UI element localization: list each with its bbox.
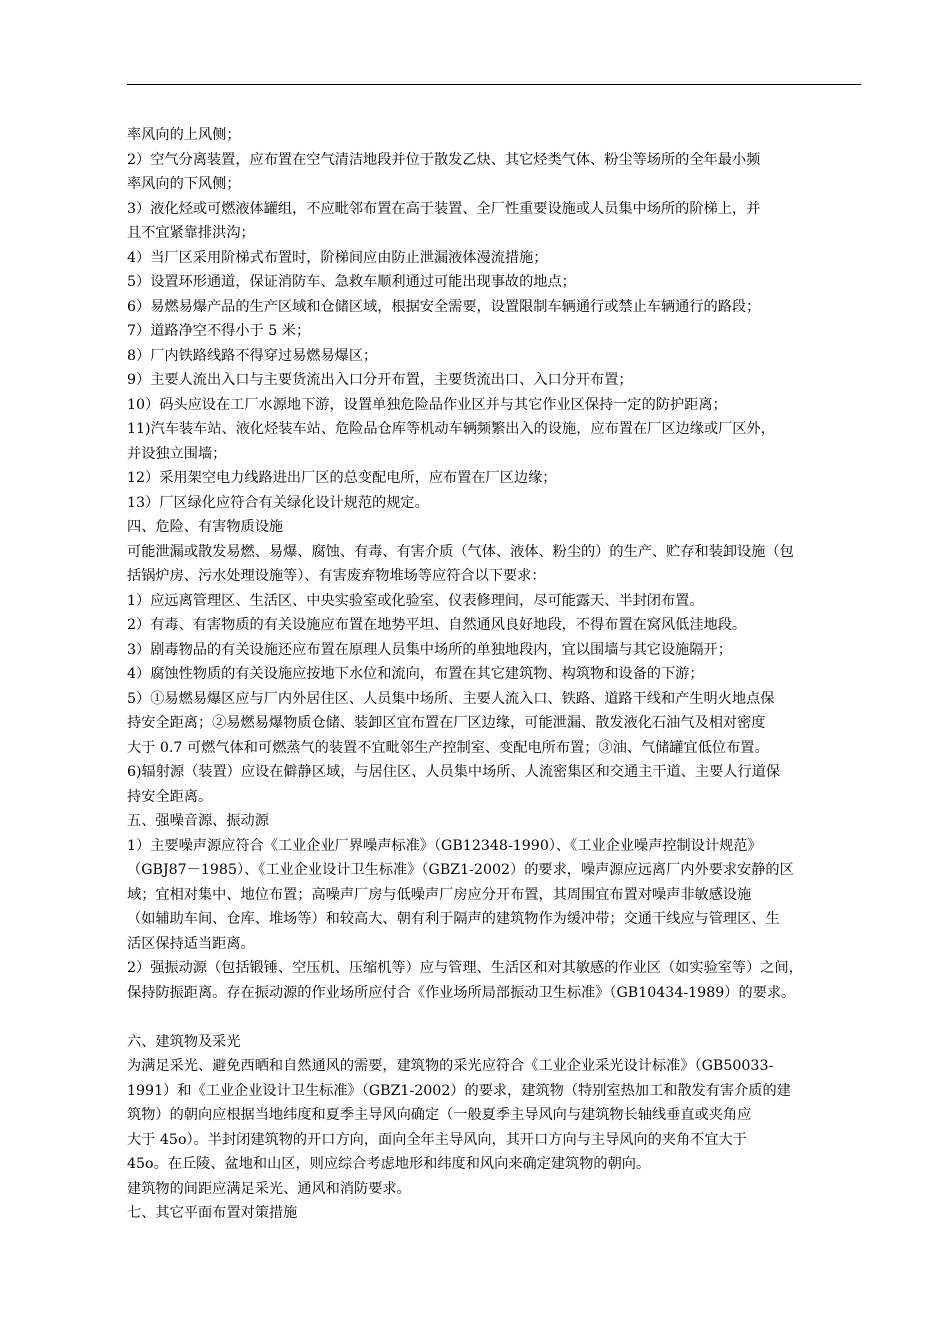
text-line: 10）码头应设在工厂水源地下游，设置单独危险品作业区并与其它作业区保持一定的防护距离；	[127, 396, 727, 413]
text-line: 11)汽车装车站、液化烃装车站、危险品仓库等机动车辆频繁出入的设施，应布置在厂区边缘或厂区外，	[127, 421, 775, 437]
text-line: 率风向的上风侧；	[127, 127, 241, 143]
text-line: （GBJ87－1985）、《工业企业设计卫生标准》（GBZ1-2002）的要求，噪声源应远离厂内外要求安静的区	[127, 862, 794, 878]
text-line: 持安全距离。	[127, 788, 213, 805]
text-line: 七、其它平面布置对策措施	[127, 1205, 298, 1221]
text-line: 1）主要噪声源应符合《工业企业厂界噪声标准》（GB12348-1990）、《工业企业噪声控制设计规范》	[127, 837, 762, 854]
blank-line	[127, 1005, 867, 1030]
text-line: 1991）和《工业企业设计卫生标准》（GBZ1-2002）的要求，建筑物（特别室热加工和散发有害介质的建	[127, 1082, 791, 1099]
text-line: 9）主要人流出入口与主要货流出入口分开布置，主要货流出口、入口分开布置；	[127, 372, 633, 388]
document-body	[127, 123, 867, 1226]
text-line: 13）厂区绿化应符合有关绿化设计规范的规定。	[127, 494, 429, 511]
text-line: 12）采用架空电力线路进出厂区的总变配电所，应布置在厂区边缘；	[127, 470, 557, 486]
text-line: 域；宜相对集中、地位布置；高噪声厂房与低噪声厂房应分开布置，其周围宜布置对噪声非敏感设施	[127, 886, 752, 903]
text-line: 3）液化烃或可燃液体罐组，不应毗邻布置在高于装置、全厂性重要设施或人员集中场所的阶梯上，并	[127, 200, 761, 217]
text-line: 5）①易燃易爆区应与厂内外居住区、人员集中场所、主要人流入口、铁路、道路干线和产生明火地点保	[127, 690, 775, 707]
text-line: 2）空气分离装置，应布置在空气清洁地段并位于散发乙炔、其它烃类气体、粉尘等场所的全年最小频	[127, 151, 761, 168]
text-line: 持安全距离；②易燃易爆物质仓储、装卸区宜布置在厂区边缘，可能泄漏、散发液化石油气及相对密度	[127, 715, 766, 731]
text-line: （如辅助车间、仓库、堆场等）和较高大、朝有利于隔声的建筑物作为缓冲带；交通干线应与管理区、生	[127, 911, 780, 927]
text-line: 6)辐射源（装置）应设在僻静区域，与居住区、人员集中场所、人流密集区和交通主干道、主要人行道保	[127, 764, 781, 780]
text-line: 五、强噪音源、振动源	[127, 813, 269, 829]
text-line: 3）剧毒物品的有关设施还应布置在原理人员集中场所的单独地段内，宜以围墙与其它设施隔开；	[127, 641, 732, 658]
text-line: 6）易燃易爆产品的生产区域和仓储区域，根据安全需要，设置限制车辆通行或禁止车辆通行的路段；	[127, 298, 761, 315]
text-line: 率风向的下风侧；	[127, 176, 241, 192]
text-line: 2）强振动源（包括锻锤、空压机、压缩机等）应与管理、生活区和对其敏感的作业区（如实验室等）之间，	[127, 960, 803, 976]
text-line: 大于 0.7 可燃气体和可燃蒸气的装置不宜毗邻生产控制室、变配电所布置；③油、气储罐宜低位布置。	[127, 739, 769, 756]
text-line: 45o。在丘陵、盆地和山区，则应综合考虑地形和纬度和风向来确定建筑物的朝向。	[127, 1156, 651, 1172]
text-line: 为满足采光、避免西晒和自然通风的需要，建筑物的采光应符合《工业企业采光设计标准》（GB50033-	[127, 1058, 774, 1074]
text-line: 7）道路净空不得小于 5 米；	[127, 323, 311, 339]
text-line: 大于 45o）。半封闭建筑物的开口方向，面向全年主导风向，其开口方向与主导风向的夹角不宜大于	[127, 1131, 747, 1148]
text-line: 保持防振距离。存在振动源的作业场所应付合《作业场所局部振动卫生标准》（GB10434-1989）的要求。	[127, 984, 796, 1001]
text-line: 4）腐蚀性物质的有关设施应按地下水位和流向，布置在其它建筑物、构筑物和设备的下游；	[127, 666, 704, 682]
text-line: 活区保持适当距离。	[127, 935, 255, 952]
text-line: 1）应远离管理区、生活区、中央实验室或化验室、仪表修理间，尽可能露天、半封闭布置。	[127, 592, 704, 609]
text-line: 并设独立围墙；	[127, 445, 227, 462]
text-line: 可能泄漏或散发易燃、易爆、腐蚀、有毒、有害介质（气体、液体、粉尘的）的生产、贮存和装卸设施（包	[127, 543, 794, 560]
text-line: 括锅炉房、污水处理设施等）、有害废弃物堆场等应符合以下要求：	[127, 568, 546, 584]
text-line: 8）厂内铁路线路不得穿过易燃易爆区；	[127, 347, 378, 364]
text-line: 建筑物的间距应满足采光、通风和消防要求。	[127, 1180, 411, 1197]
text-line: 5）设置环形通道，保证消防车、急救车顺利通过可能出现事故的地点；	[127, 274, 576, 290]
text-line: 四、危险、有害物质设施	[127, 519, 284, 535]
text-line: 2）有毒、有害物质的有关设施应布置在地势平坦、自然通风良好地段，不得布置在窝风低洼地段。	[127, 617, 747, 633]
text-line: 且不宜紧靠排洪沟；	[127, 225, 255, 241]
text-line: 六、建筑物及采光	[127, 1033, 241, 1050]
text-line: 筑物）的朝向应根据当地纬度和夏季主导风向确定（一般夏季主导风向与建筑物长轴线垂直或夹角应	[127, 1107, 752, 1123]
text-line: 4）当厂区采用阶梯式布置时，阶梯间应由防止泄漏液体漫流措施；	[127, 249, 548, 266]
header-rule	[127, 84, 861, 85]
